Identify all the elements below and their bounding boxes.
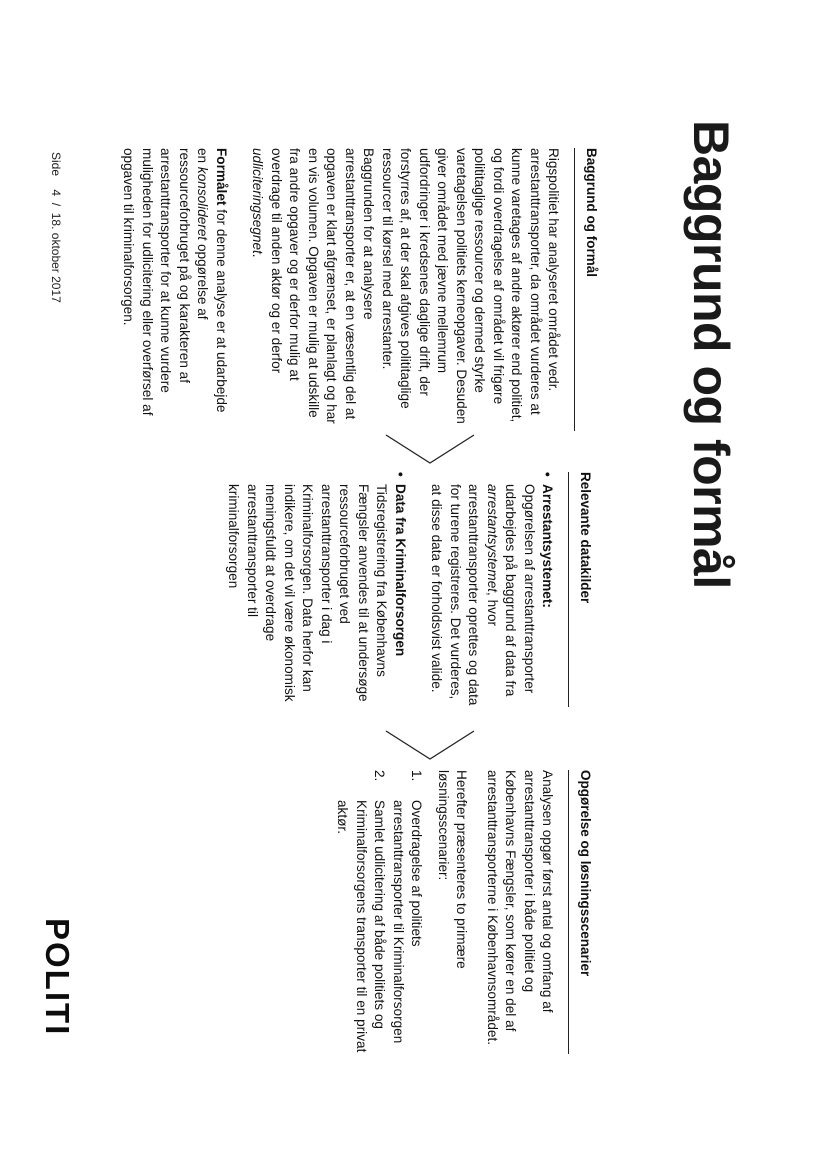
list-number: 2. (372, 770, 388, 782)
politi-logo: POLITI (39, 918, 76, 1037)
bold-label: Formålet (214, 148, 229, 206)
chevron-right-icon (384, 729, 476, 761)
scenarios-intro: Analysen opgør først antal og omfang af arrestanttransporter i både politiet og Københavns Fængsler, som kører en del af arrestanttransporterne i Københavnsområdet. (485, 770, 556, 1046)
list-text: Overdragelse af politiets arrestanttransporter til Kriminalforsorgen (391, 800, 425, 1044)
page-footer (49, 152, 63, 303)
scenario-list (333, 770, 426, 1054)
emphasis-text: arrestantsystemet (485, 484, 500, 593)
list-number: 1. (409, 770, 425, 782)
bullet-icon: • (393, 472, 408, 477)
paragraph-text: opgørelse af ressourceforbruget på og karakteren af arrestanttransporter for at kunne vurdere muligheden for udlicitering eller overførsel af opgaven til kriminalforsorgen. (121, 148, 211, 416)
bullet-heading: Data fra Kriminalforsorgen (393, 484, 408, 657)
footer-separator: / (49, 202, 63, 207)
column-heading: Relevante datakilder (569, 472, 595, 707)
background-paragraph (248, 148, 563, 431)
paragraph-text: Rigspolitiet har analyseret området vedr. arrestanttransporter, da området vurderes at kunne varetages af andre aktører end politiet, og fordi overdragelse af området vil frigøre polititaglige ressourcer og dermed styrke varetagelsen politiets kerneopgaver. Desuden giver området med jævne mellemrum udfordringer i kredsenes daglige drift, der forstyrres af, at der skal afgives polititaglige ressourcer til kørsel med arrestanter. Baggrunden for at analysere arrestanttransporter er, at en væsentlig del at opgaven er klart afgrænset, er planlagt og har en vis volumen. Opgaven er mulig at udskille fra andre opgaver og er derfor mulig at overdrage til anden aktør og er derfor (269, 148, 562, 424)
scenarios-lead: Herefter præsenteres to primære løsningsscenarier: (436, 770, 470, 969)
column-scenarios (333, 770, 594, 1054)
emphasis-text: konsolideret (195, 166, 211, 241)
list-item (333, 770, 389, 1054)
list-item (389, 770, 426, 1054)
purpose-paragraph (119, 148, 230, 431)
list-item (224, 472, 409, 707)
paragraph-end: . (250, 253, 266, 258)
column-heading: Baggrund og formål (575, 148, 601, 431)
column-heading: Opgørelse og løsningsscenarier (569, 770, 595, 1054)
bullet-text: Opgørelsen af arrestanttransporter udarbejdes på baggrund af data fra (503, 484, 537, 697)
footer-date: 18. oktober 2017 (49, 212, 63, 303)
emphasis-text: udliciteringsegnet (250, 148, 266, 254)
footer-label: Side (49, 152, 63, 177)
column-background-purpose (119, 148, 600, 431)
paragraph-text: for denne analyse er at udarbejde en (195, 148, 229, 413)
chevron-right-icon (384, 433, 476, 465)
bullet-icon: • (540, 472, 556, 477)
bullet-heading: Arrestantsystemet: (540, 484, 556, 608)
list-text: Samlet udlicitering af både politiets og Kriminalforsorgens transporter til en privat aktør. (335, 800, 388, 1053)
list-item (427, 472, 557, 707)
page-number: 4 (49, 189, 63, 197)
bullet-text: , hvor arrestanttransporter oprettes og data for turene registreres. Det vurderes, at disse data er forholdsvist valide. (429, 484, 500, 706)
column-data-sources (224, 472, 594, 707)
bullet-text: Tidsregistrering fra Københavns Fængsler anvendes til at undersøge ressourceforbruget ved arrestanttransporter i dag i Kriminalforsorgen. Data herfor kan indikere, om det vil være økonomisk meningsfuldt at overdrage arrestanttransporter til kriminalforsorgen (226, 484, 390, 702)
page-title: Baggrund og formål (683, 120, 739, 589)
